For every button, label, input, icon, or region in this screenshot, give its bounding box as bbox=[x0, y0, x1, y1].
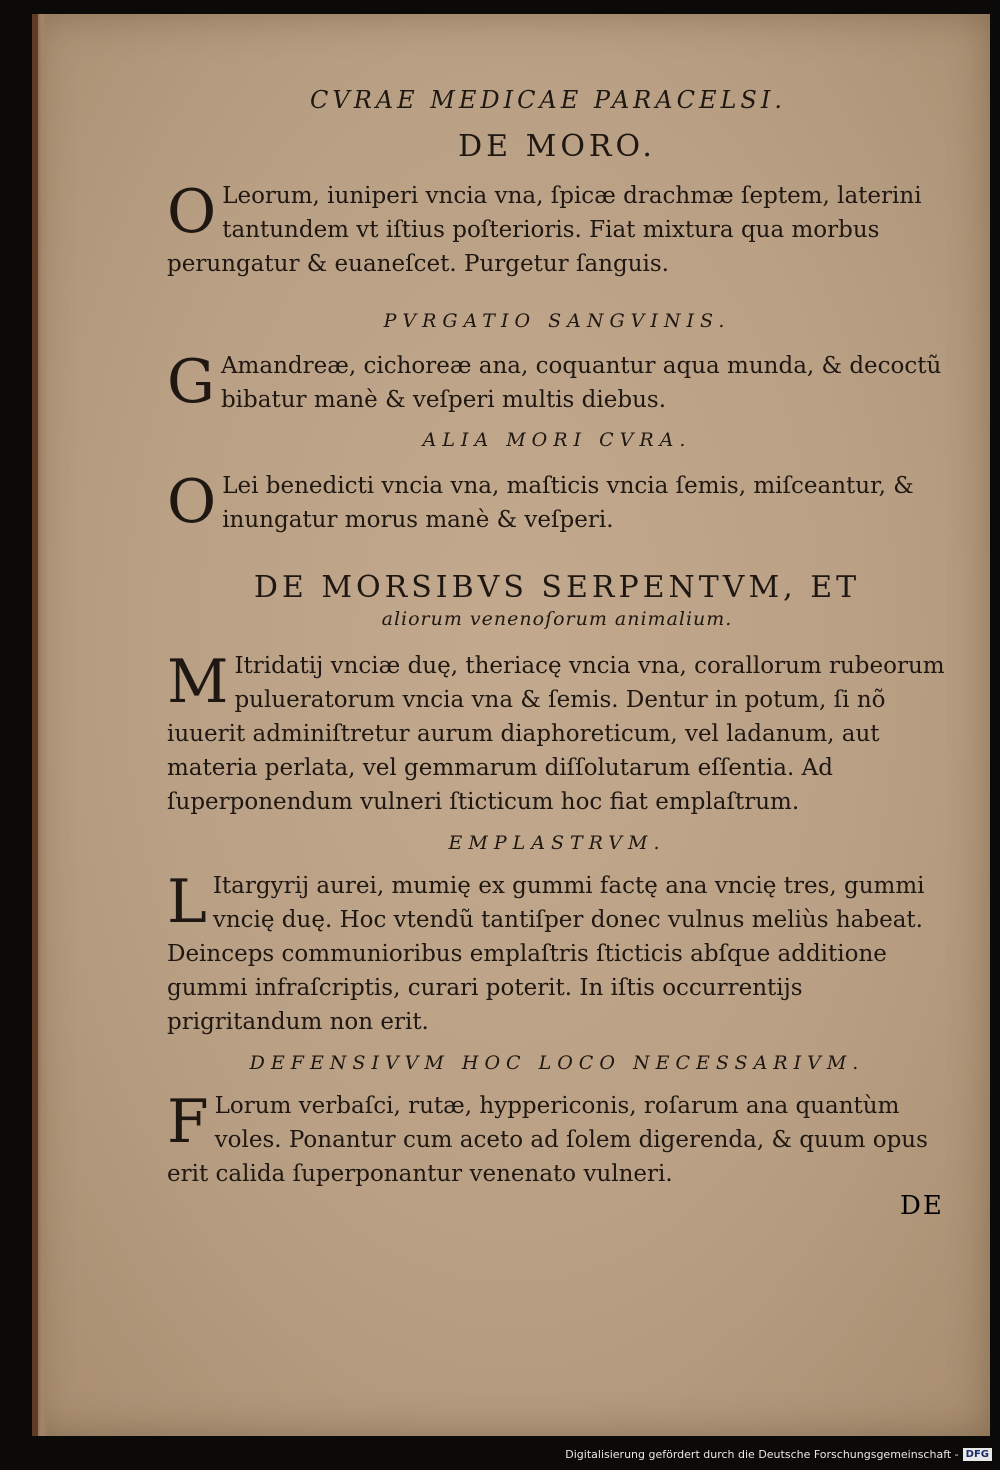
footer-text: Digitalisierung gefördert durch die Deutsche Forschungsgemeinschaft - bbox=[565, 1447, 959, 1461]
section-subtitle: aliorum venenoſorum animalium. bbox=[381, 608, 733, 630]
paragraph-litargyrij bbox=[167, 869, 957, 1039]
dropcap: F bbox=[167, 1087, 209, 1157]
catchword: DE bbox=[900, 1191, 944, 1221]
sub-heading-purgatio: PVRGATIO SANGVINIS. bbox=[383, 310, 731, 332]
sub-heading-alia-mori: ALIA MORI CVRA. bbox=[422, 429, 692, 451]
section-title-de-morsibus: DE MORSIBVS SERPENTVM, ET bbox=[253, 570, 861, 605]
dropcap: G bbox=[167, 347, 215, 417]
paragraph-mitridatij bbox=[167, 649, 957, 819]
running-head: CVRAE MEDICAE PARACELSI. bbox=[310, 86, 786, 114]
dfg-logo-icon: DFG bbox=[963, 1448, 992, 1461]
paragraph-text: Leorum, iuniperi vncia vna, ſpicæ drachmæ ſeptem, laterini tantundem vt iſtius poſterioris. Fiat mixtura qua morbus perungatur & euaneſcet. Purgetur ſanguis. bbox=[167, 183, 922, 277]
paragraph-de-moro bbox=[167, 179, 957, 281]
paragraph-text: Itridatij vnciæ duę, theriacę vncia vna, corallorum rubeorum pulueratorum vncia vna & ſemis. Dentur in potum, ſi nõ iuuerit adminiſtretur aurum diaphoreticum, vel ladanum, aut materia perlata, vel gemmarum diſſolutarum eſſentia. Ad ſuperponendum vulneri ſticticum hoc fiat emplaſtrum. bbox=[167, 653, 945, 815]
dropcap: O bbox=[167, 177, 217, 247]
paragraph-text: Itargyrij aurei, mumię ex gummi factę ana vncię tres, gummi vncię duę. Hoc vtendũ tantiſper donec vulnus meliùs habeat. Deinceps communioribus emplaſtris ſticticis abſque additione gummi infraſcriptis, curari poterit. In iſtis occurrentijs prigritandum non erit. bbox=[167, 873, 925, 1035]
paragraph-purgatio bbox=[167, 349, 957, 417]
dropcap: O bbox=[167, 467, 217, 537]
paragraph-text: Amandreæ, cichoreæ ana, coquantur aqua munda, & decoctũ bibatur manè & veſperi multis diebus. bbox=[220, 353, 942, 413]
paragraph-florum bbox=[167, 1089, 957, 1191]
paragraph-text: Lei benedicti vncia vna, maſticis vncia ſemis, miſceantur, & inungatur morus manè & veſperi. bbox=[222, 473, 914, 533]
paragraph-text: Lorum verbaſci, rutæ, hyppericonis, roſarum ana quantùm voles. Ponantur cum aceto ad ſolem digerenda, & quum opus erit calida ſuperponantur venenato vulneri. bbox=[167, 1093, 928, 1187]
footer bbox=[565, 1444, 992, 1464]
dropcap: M bbox=[167, 647, 229, 717]
sub-heading-emplastrum: EMPLASTRVM. bbox=[448, 832, 666, 854]
book-page bbox=[32, 14, 990, 1436]
section-title-de-moro: DE MORO. bbox=[458, 129, 656, 164]
binding-fold bbox=[32, 14, 38, 1436]
dropcap: L bbox=[167, 867, 207, 937]
sub-heading-defensivum: DEFENSIVVM HOC LOCO NECESSARIVM. bbox=[249, 1052, 865, 1074]
paragraph-alia-mori bbox=[167, 469, 957, 537]
